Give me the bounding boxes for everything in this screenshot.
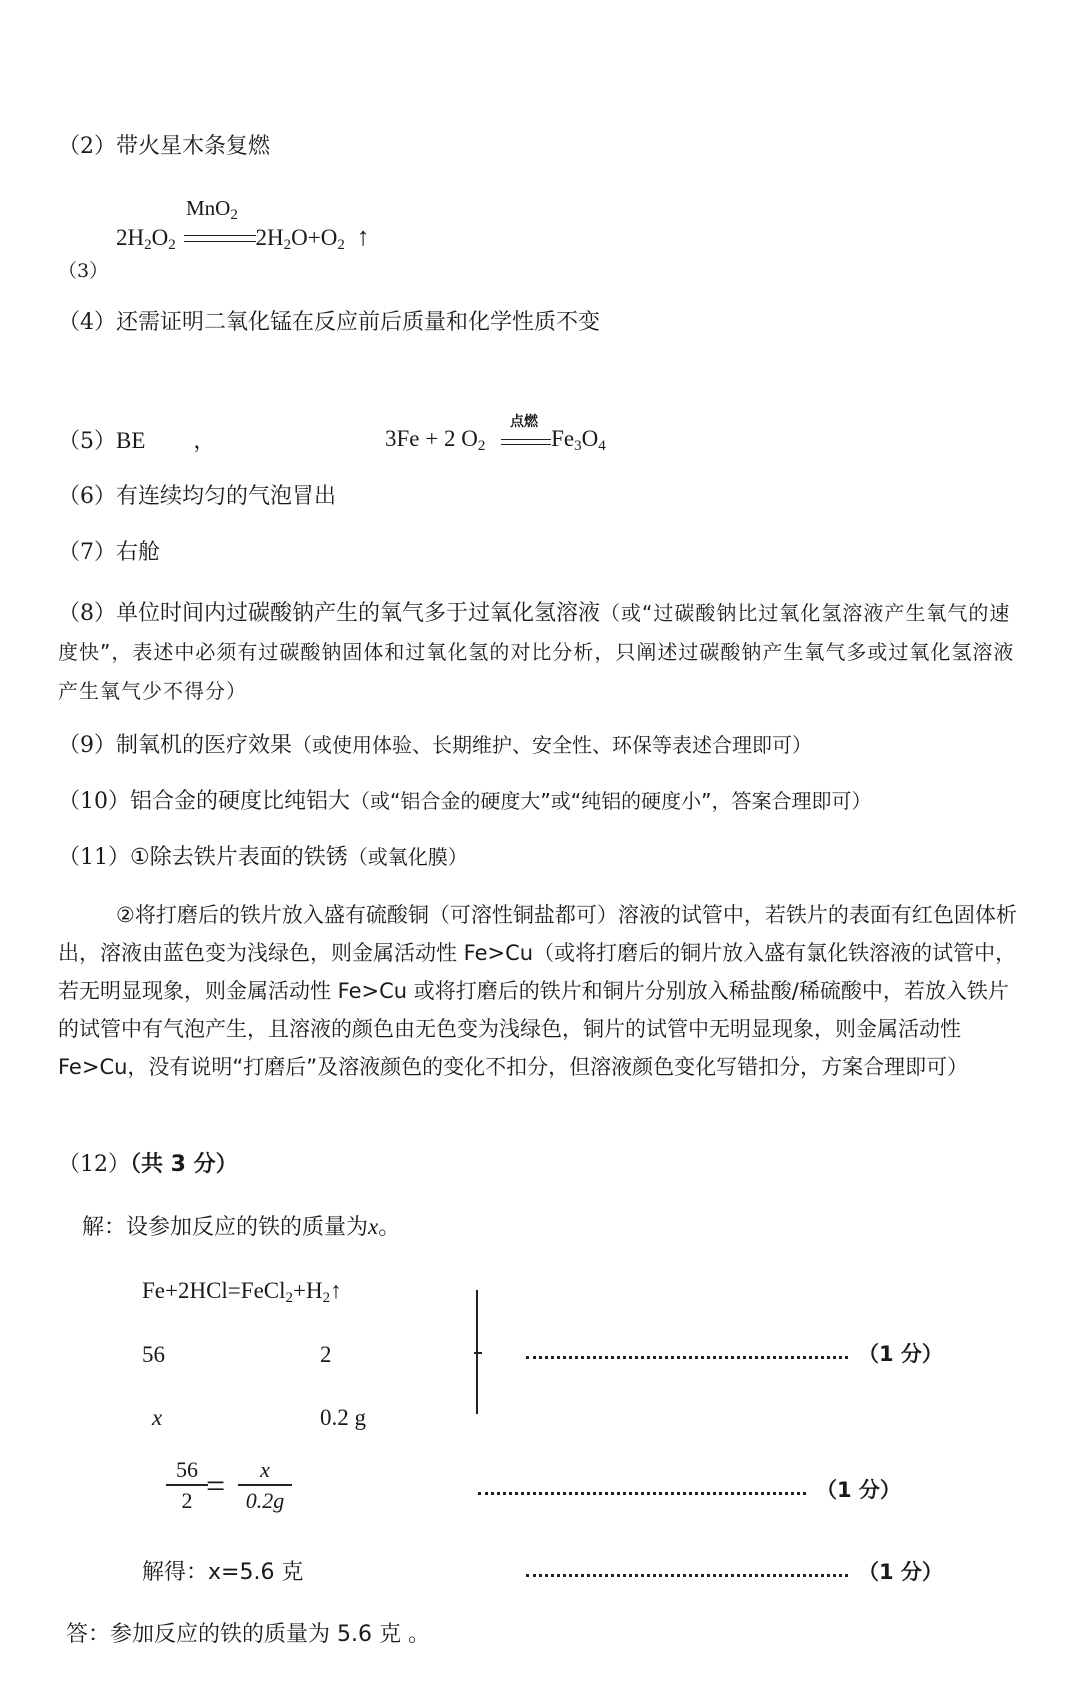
reaction-equals-sign (184, 235, 256, 242)
item-11: （11）①除去铁片表面的铁锈（或氧化膜） (58, 845, 468, 870)
score-point-2: （1 分） (816, 1478, 901, 1502)
item-2 (58, 132, 270, 162)
catalyst-label: MnO$_2$ (186, 196, 238, 223)
item-answer: 带火星木条复燃 (116, 134, 271, 159)
decomposition-equation: $2H_2O_2$ MnO$_2$ $2H_2O+O_2$ ↑ (116, 196, 370, 253)
item-11-part2: ②将打磨后的铁片放入盛有硫酸铜（可溶性铜盐都可）溶液的试管中，若铁片的表面有红色固体析出，溶液由蓝色变为浅绿色，则金属活动性 Fe>Cu（或将打磨后的铜片放入盛有氯化铁溶液的试管中，若无明显现象，则金属活动性 Fe>Cu 或将打磨后的铁片和铜片分别放入稀盐酸/稀硫酸中，若放入铁片的试管中有气泡产生，且溶液的颜色由无色变为浅绿色，铜片的试管中无明显现象，则金属活动性 Fe>Cu，没有说明“打磨后”及溶液颜色的变化不扣分，但溶液颜色变化写错扣分，方案合理即可） (58, 903, 1017, 1079)
item-10: （10）铝合金的硬度比纯铝大（或“铝合金的硬度大”或“纯铝的硬度小”，答案合理即可） (58, 789, 872, 814)
final-answer: 答：参加反应的铁的质量为 5.6 克 。 (66, 1622, 430, 1647)
solution-setup: 解：设参加反应的铁的质量为x。 (82, 1214, 401, 1240)
item-9: （9）制氧机的医疗效果（或使用体验、长期维护、安全性、环保等表述合理即可） (58, 733, 813, 758)
unknown-mass: x (152, 1405, 163, 1430)
score-point-1: （1 分） (858, 1342, 943, 1366)
score-point-3: （1 分） (858, 1560, 943, 1584)
reaction-equation: $Fe+2HCl=FeCl_2+H_2↑$ (142, 1278, 342, 1306)
ratio-left: $\frac{56}{2}$ (166, 1456, 208, 1516)
item-12: （12）（共 3 分） (58, 1152, 238, 1177)
molar-mass-h2: 2 (320, 1342, 332, 1367)
leader-dots (526, 1356, 848, 1359)
reaction-equals-sign (501, 439, 551, 445)
condition-ignite: 点燃 (510, 414, 538, 430)
ratio-right: $\frac{x}{0.2g}$ (238, 1456, 292, 1516)
solution-result: 解得：x=5.6 克 (142, 1560, 304, 1585)
bracket-tick (474, 1352, 482, 1354)
equals-sign: = (206, 1468, 226, 1505)
item-number: （2） (58, 134, 116, 159)
item-3-number: （3） (58, 260, 109, 282)
choice-answer: BE (116, 428, 146, 453)
combustion-equation: 3Fe + 2 $O_2$ 点燃 $Fe_3O_4$ (385, 426, 606, 452)
item-4: （4）还需证明二氧化锰在反应前后质量和化学性质不变 (58, 310, 601, 335)
item-6: （6）有连续均匀的气泡冒出 (58, 484, 337, 509)
leader-dots (478, 1492, 806, 1495)
item-5: （5）BE ， (58, 428, 216, 454)
item-8: （8）单位时间内过碳酸钠产生的氧气多于过氧化氢溶液（或“过碳酸钠比过氧化氢溶液产生氧气的速度快”，表述中必须有过碳酸钠固体和过氧化氢的对比分析，只阐述过碳酸钠产生氧气多或过氧化氢溶液产生氧气少不得分） (58, 601, 1015, 703)
molar-mass-fe: 56 (142, 1342, 165, 1367)
gas-arrow: ↑ (356, 222, 370, 251)
item-7: （7）右舱 (58, 540, 161, 565)
given-mass: 0.2 g (320, 1405, 366, 1430)
leader-dots (526, 1574, 848, 1577)
